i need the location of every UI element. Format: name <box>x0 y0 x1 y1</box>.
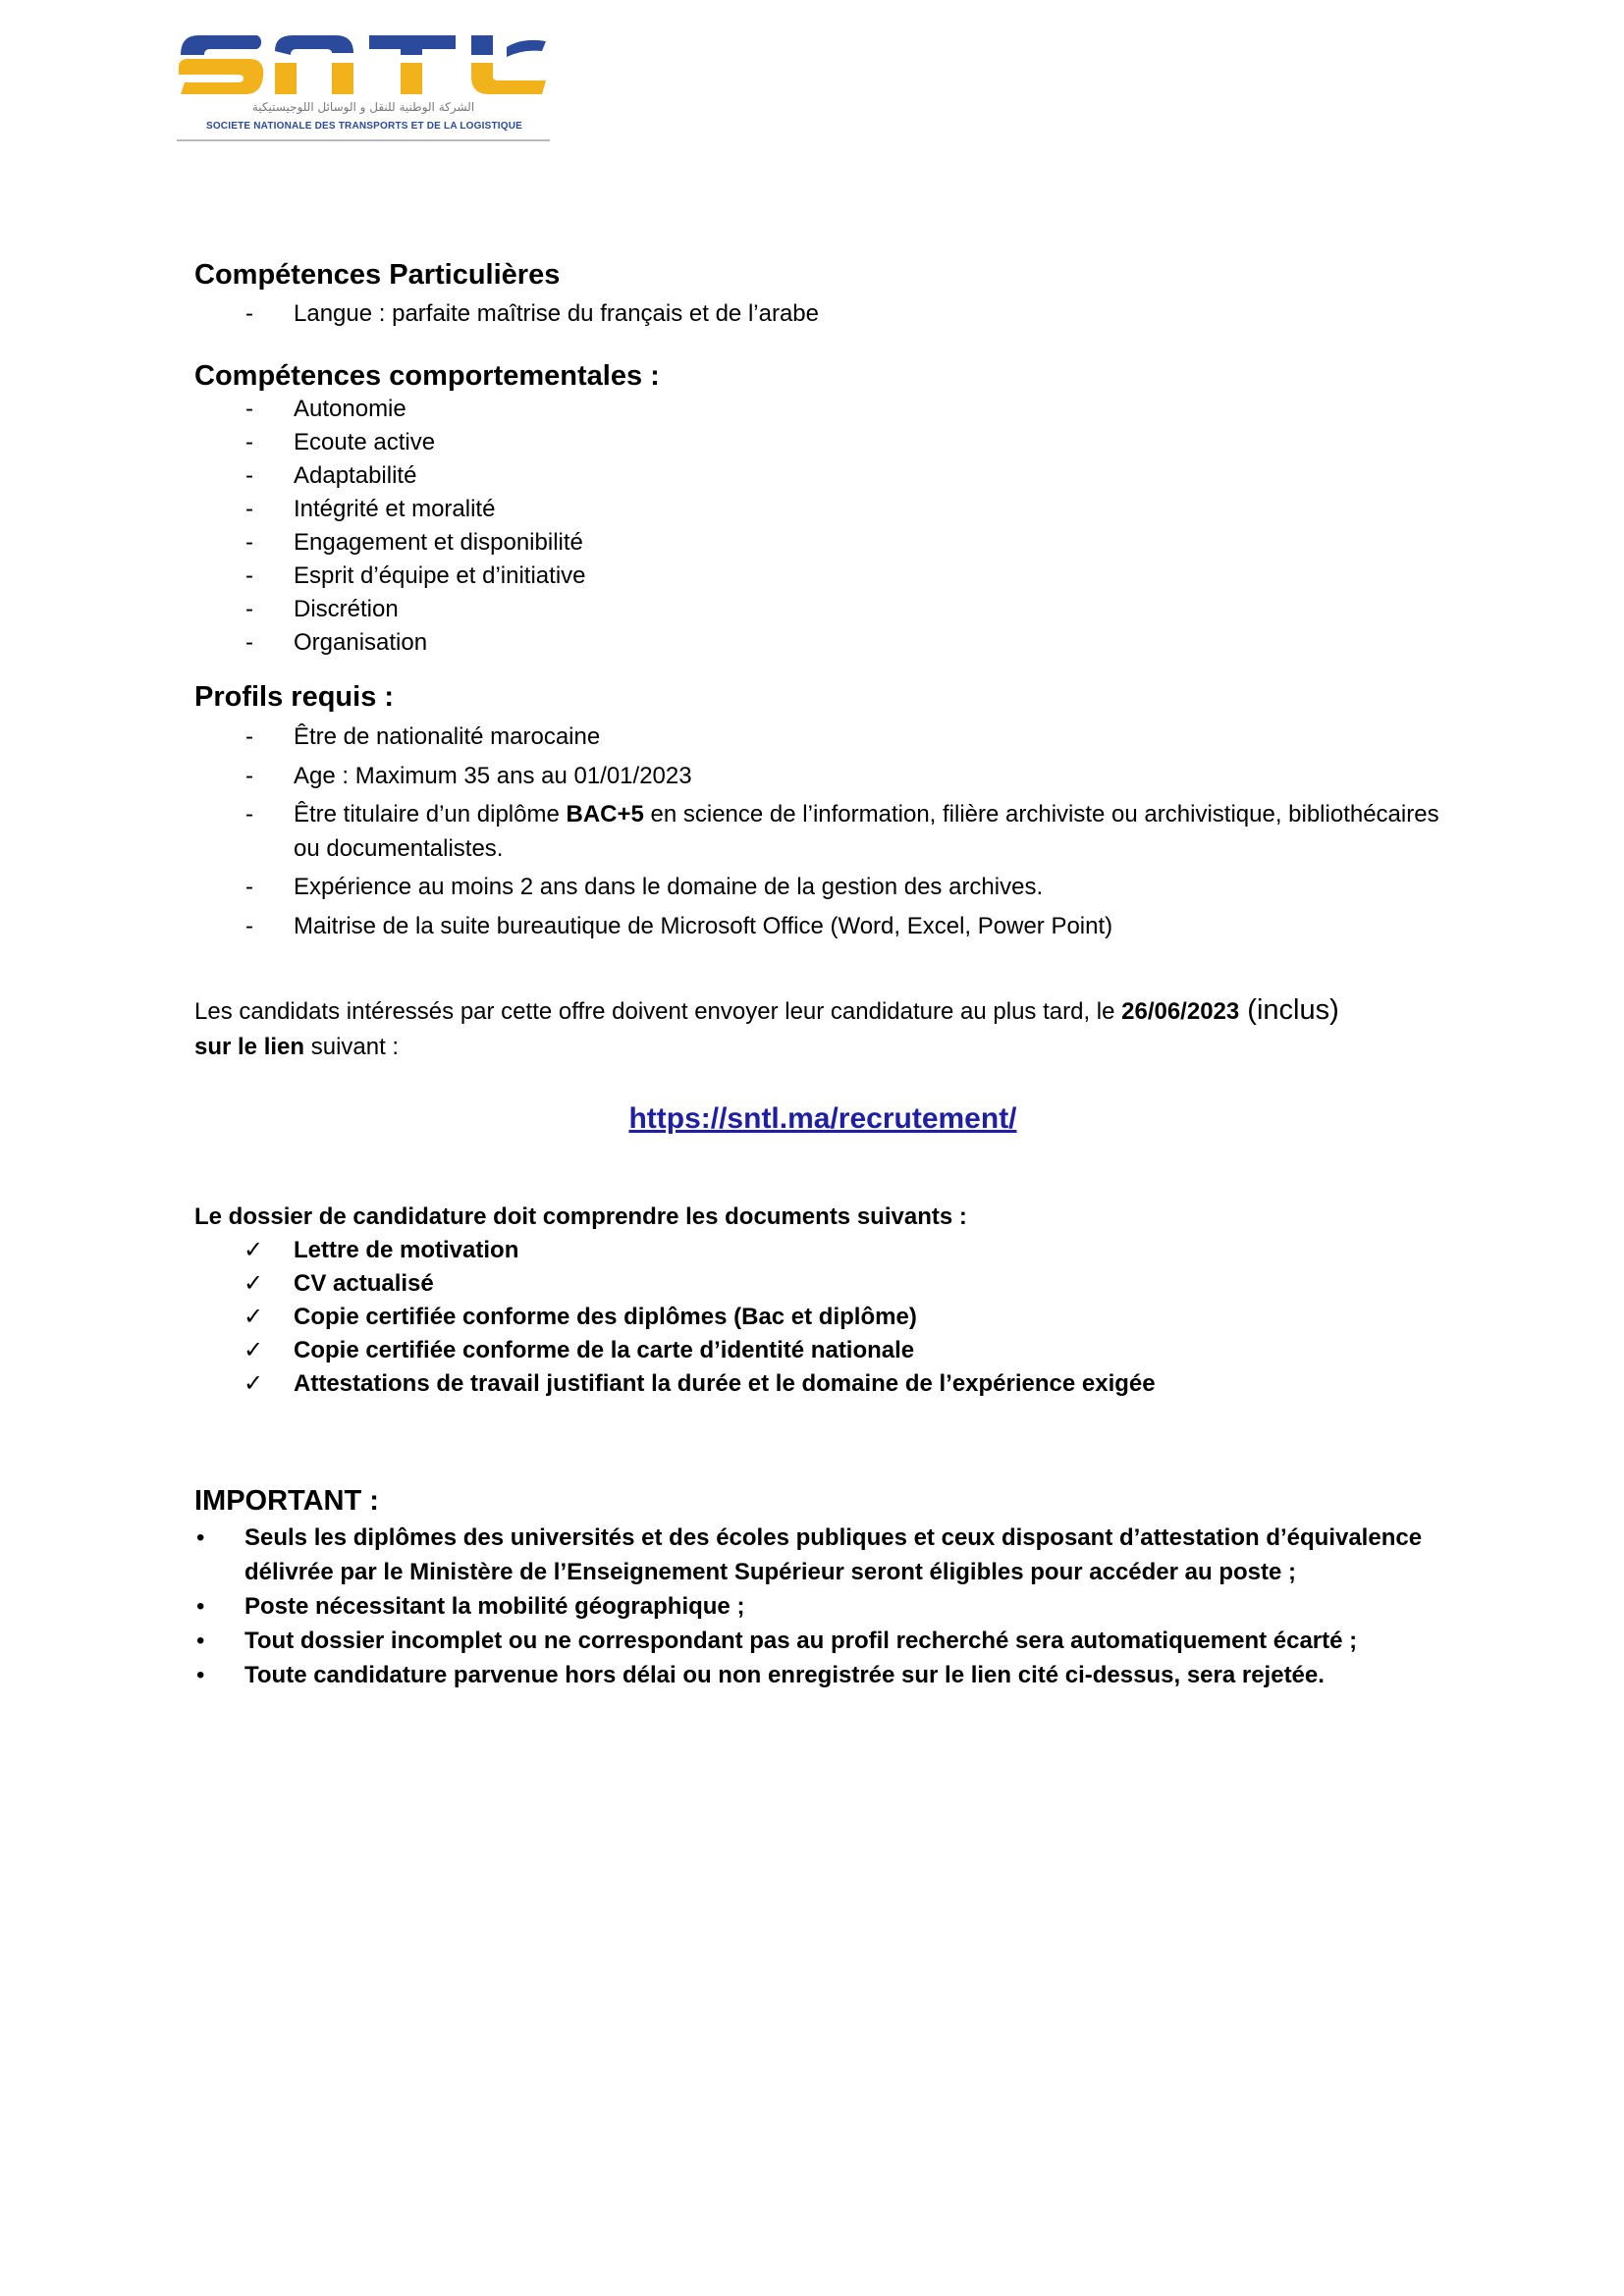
heading-competences-comportementales: Compétences comportementales : <box>194 360 660 392</box>
list-competences-comportementales <box>194 393 1451 660</box>
list-item-text: Engagement et disponibilité <box>294 529 583 556</box>
list-item-text: Être de nationalité marocaine <box>294 723 601 750</box>
recruitment-link[interactable]: https://sntl.ma/recrutement/ <box>628 1102 1017 1135</box>
heading-dossier: Le dossier de candidature doit comprendre les documents suivants : <box>194 1203 967 1230</box>
heading-profils-requis: Profils requis : <box>194 681 395 713</box>
list-item-text: Être titulaire d’un diplôme <box>294 801 567 828</box>
logo-underline <box>177 139 550 141</box>
bullet-marker: • <box>196 1524 205 1551</box>
dash-marker: - <box>245 629 253 656</box>
list-item-text: Copie certifiée conforme des diplômes (Bac et diplôme) <box>294 1304 917 1330</box>
dash-marker: - <box>245 723 253 750</box>
logo-letters <box>179 35 546 94</box>
list-item <box>194 393 1451 426</box>
dash-marker: - <box>245 912 253 939</box>
link-label: sur le lien <box>194 1034 305 1060</box>
list-item <box>194 560 1451 593</box>
bullet-marker: • <box>196 1628 205 1654</box>
list-item-text: Toute candidature parvenue hors délai ou non enregistrée sur le lien cité ci-dessus, sera rejetée. <box>244 1662 1325 1688</box>
document-content <box>194 255 1451 1692</box>
logo-arabic-name: الشركة الوطنية للنقل و الوسائل اللوجيستيكية <box>251 100 475 114</box>
list-item <box>194 426 1451 459</box>
list-item-text: Age : Maximum 35 ans au 01/01/2023 <box>294 762 692 789</box>
list-item <box>194 1658 1451 1692</box>
heading-competences-particulieres: Compétences Particulières <box>194 259 561 291</box>
list-item-text: Esprit d’équipe et d’initiative <box>294 562 586 589</box>
list-item-text: en science de l’information, filière archiviste ou archivistique, bibliothécaires ou documentalistes. <box>294 801 1439 862</box>
dash-marker: - <box>245 300 253 327</box>
candidature-text: suivant : <box>304 1034 400 1060</box>
list-item-text: Adaptabilité <box>294 462 417 489</box>
dash-marker: - <box>245 462 253 489</box>
list-item-text: Discrétion <box>294 596 399 622</box>
dash-marker: - <box>245 429 253 455</box>
list-item-text: CV actualisé <box>294 1270 434 1297</box>
list-item-text: Tout dossier incomplet ou ne correspondant pas au profil recherché sera automatiquement écarté ; <box>244 1628 1358 1654</box>
dash-marker: - <box>245 762 253 789</box>
bullet-marker: • <box>196 1593 205 1620</box>
list-item <box>194 1301 1451 1334</box>
list-item-text: Organisation <box>294 629 428 656</box>
list-item-text: Intégrité et moralité <box>294 496 496 522</box>
dash-marker: - <box>245 396 253 422</box>
list-item <box>194 1334 1451 1367</box>
list-item-text: Seuls les diplômes des universités et des écoles publiques et ceux disposant d’attestation d’équivalence délivrée par le Ministère de l’Enseignement Supérieur seront éligibles pour accéder au poste ; <box>244 1524 1423 1585</box>
list-item <box>194 1521 1451 1589</box>
dash-marker: - <box>245 596 253 622</box>
checkmark-icon: ✓ <box>244 1237 264 1263</box>
list-item <box>194 626 1451 660</box>
logo-french-name: SOCIETE NATIONALE DES TRANSPORTS ET DE LA LOGISTIQUE <box>205 121 523 132</box>
dash-marker: - <box>245 562 253 589</box>
list-item <box>194 1367 1451 1401</box>
list-item-text: Lettre de motivation <box>294 1237 519 1263</box>
dash-marker: - <box>245 496 253 522</box>
checkmark-icon: ✓ <box>244 1370 264 1397</box>
list-item <box>194 1589 1451 1624</box>
list-dossier <box>194 1234 1451 1401</box>
list-item <box>194 297 1451 331</box>
list-item-text: Autonomie <box>294 396 406 422</box>
dash-marker: - <box>245 801 253 828</box>
list-item-text: Copie certifiée conforme de la carte d’identité nationale <box>294 1337 915 1363</box>
list-item-text: Expérience au moins 2 ans dans le domaine de la gestion des archives. <box>294 874 1044 900</box>
list-competences-particulieres <box>194 297 1451 331</box>
dash-marker: - <box>245 874 253 900</box>
list-item <box>194 721 1451 755</box>
list-item <box>194 1234 1451 1267</box>
list-item <box>194 871 1451 905</box>
list-item <box>194 1624 1451 1658</box>
list-item-text: Poste nécessitant la mobilité géographique ; <box>244 1593 745 1620</box>
candidature-paragraph <box>194 992 1451 1065</box>
list-profils-requis <box>194 721 1451 943</box>
list-item-text: Ecoute active <box>294 429 436 455</box>
inclus-note: (inclus) <box>1239 994 1339 1026</box>
bullet-marker: • <box>196 1662 205 1688</box>
checkmark-icon: ✓ <box>244 1337 264 1363</box>
list-item <box>194 459 1451 493</box>
list-item <box>194 798 1451 866</box>
list-item <box>194 493 1451 526</box>
sntl-logo <box>177 27 550 143</box>
list-item <box>194 1267 1451 1301</box>
list-item <box>194 910 1451 944</box>
list-important <box>194 1521 1451 1692</box>
candidature-text: Les candidats intéressés par cette offre doivent envoyer leur candidature au plus tard, le <box>194 998 1122 1025</box>
dash-marker: - <box>245 529 253 556</box>
recruitment-link-wrap <box>194 1102 1451 1136</box>
list-item-text: Langue : parfaite maîtrise du français et de l’arabe <box>294 300 819 327</box>
deadline-date: 26/06/2023 <box>1121 998 1240 1025</box>
checkmark-icon: ✓ <box>244 1304 264 1330</box>
checkmark-icon: ✓ <box>244 1270 264 1297</box>
diploma-level: BAC+5 <box>566 801 644 828</box>
list-item <box>194 526 1451 560</box>
list-item-text: Maitrise de la suite bureautique de Microsoft Office (Word, Excel, Power Point) <box>294 912 1113 939</box>
list-item-text: Attestations de travail justifiant la durée et le domaine de l’expérience exigée <box>294 1370 1156 1397</box>
list-item <box>194 760 1451 794</box>
heading-important: IMPORTANT : <box>194 1485 379 1517</box>
list-item <box>194 593 1451 626</box>
